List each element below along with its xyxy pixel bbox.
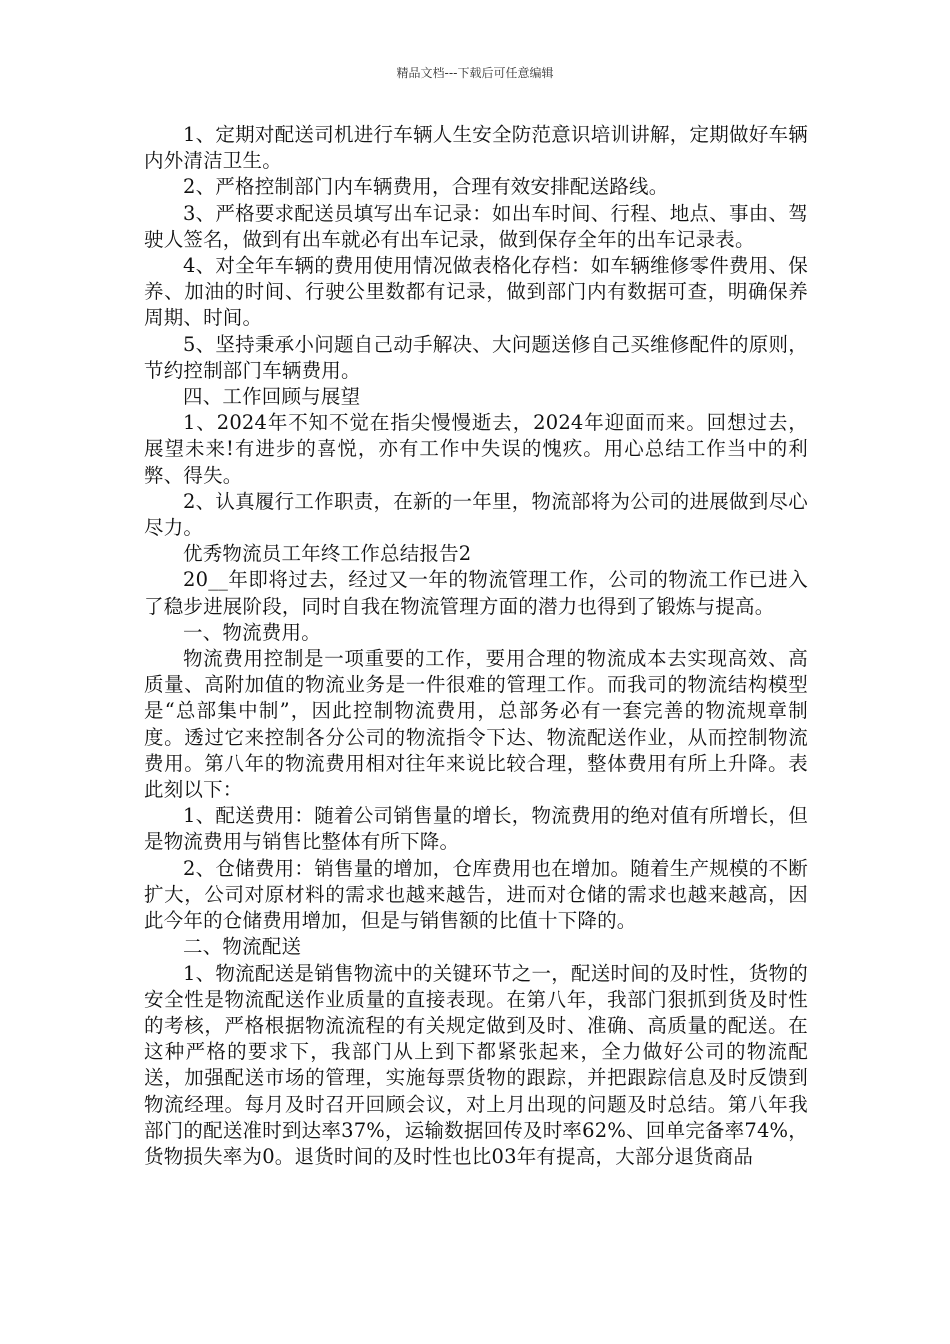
paragraph-3: 3、严格要求配送员填写出车记录：如出车时间、行程、地点、事由、驾驶人签名，做到有出车就必有出车记录，做到保存全年的出车记录表。 — [144, 201, 808, 251]
document-body — [144, 122, 808, 1170]
paragraph-8: 20__年即将过去，经过又一年的物流管理工作，公司的物流工作已进入了稳步进展阶段，同时自我在物流管理方面的潜力也得到了锻炼与提高。 — [144, 568, 808, 618]
report-title: 优秀物流员工年终工作总结报告2 — [183, 542, 472, 566]
paragraph-5: 5、坚持秉承小问题自己动手解决、大问题送修自己买维修配件的原则，节约控制部门车辆费用。 — [144, 332, 808, 382]
paragraph-12: 1、物流配送是销售物流中的关键环节之一，配送时间的及时性，货物的安全性是物流配送作业质量的直接表现。在第八年，我部门狠抓到货及时性的考核，严格根据物流流程的有关规定做到及时、准确、高质量的配送。在这种严格的要求下，我部门从上到下都紧张起来，全力做好公司的物流配送，加强配送市场的管理，实施每票货物的跟踪，并把跟踪信息及时反馈到物流经理。每月及时召开回顾会议，对上月出现的问题及时总结。第八年我部门的配送准时到达率37%，运输数据回传及时率62%、回单完备率74%，货物损失率为0。退货时间的及时性也比03年有提高，大部分退货商品 — [144, 961, 808, 1168]
page-header: 精品文档---下载后可任意编辑 — [396, 66, 554, 80]
section-heading-review: 四、工作回顾与展望 — [183, 385, 361, 409]
paragraph-11: 2、仓储费用：销售量的增加，仓库费用也在增加。随着生产规模的不断扩大，公司对原材料的需求也越来越告，进而对仓储的需求也越来越高，因此今年的仓储费用增加，但是与销售额的比值十下降的。 — [144, 856, 808, 933]
paragraph-2: 2、严格控制部门内车辆费用，合理有效安排配送路线。 — [183, 175, 669, 199]
paragraph-4: 4、对全年车辆的费用使用情况做表格化存档：如车辆维修零件费用、保养、加油的时间、行驶公里数都有记录，做到部门内有数据可查，明确保养周期、时间。 — [144, 254, 808, 330]
paragraph-1: 1、定期对配送司机进行车辆人生安全防范意识培训讲解，定期做好车辆内外清洁卫生。 — [144, 123, 808, 173]
paragraph-9: 物流费用控制是一项重要的工作，要用合理的物流成本去实现高效、高质量、高附加值的物流业务是一件很难的管理工作。而我司的物流结构模型是“总部集中制”，因此控制物流费用，总部务必有一套完善的物流规章制度。透过它来控制各分公司的物流指令下达、物流配送作业，从而控制物流费用。第八年的物流费用相对往年来说比较合理，整体费用有所上升降。表此刻以下： — [144, 647, 808, 802]
paragraph-10: 1、配送费用：随着公司销售量的增长，物流费用的绝对值有所增长，但是物流费用与销售比整体有所下降。 — [144, 804, 808, 854]
section-heading-cost: 一、物流费用。 — [183, 620, 321, 644]
paragraph-7: 2、认真履行工作职责，在新的一年里，物流部将为公司的进展做到尽心尽力。 — [144, 489, 808, 540]
paragraph-6: 1、2024年不知不觉在指尖慢慢逝去，2024年迎面而来。回想过去，展望未来!有进步的喜悦，亦有工作中失误的愧疚。用心总结工作当中的利弊、得失。 — [144, 411, 808, 487]
section-heading-delivery: 二、物流配送 — [183, 935, 302, 959]
